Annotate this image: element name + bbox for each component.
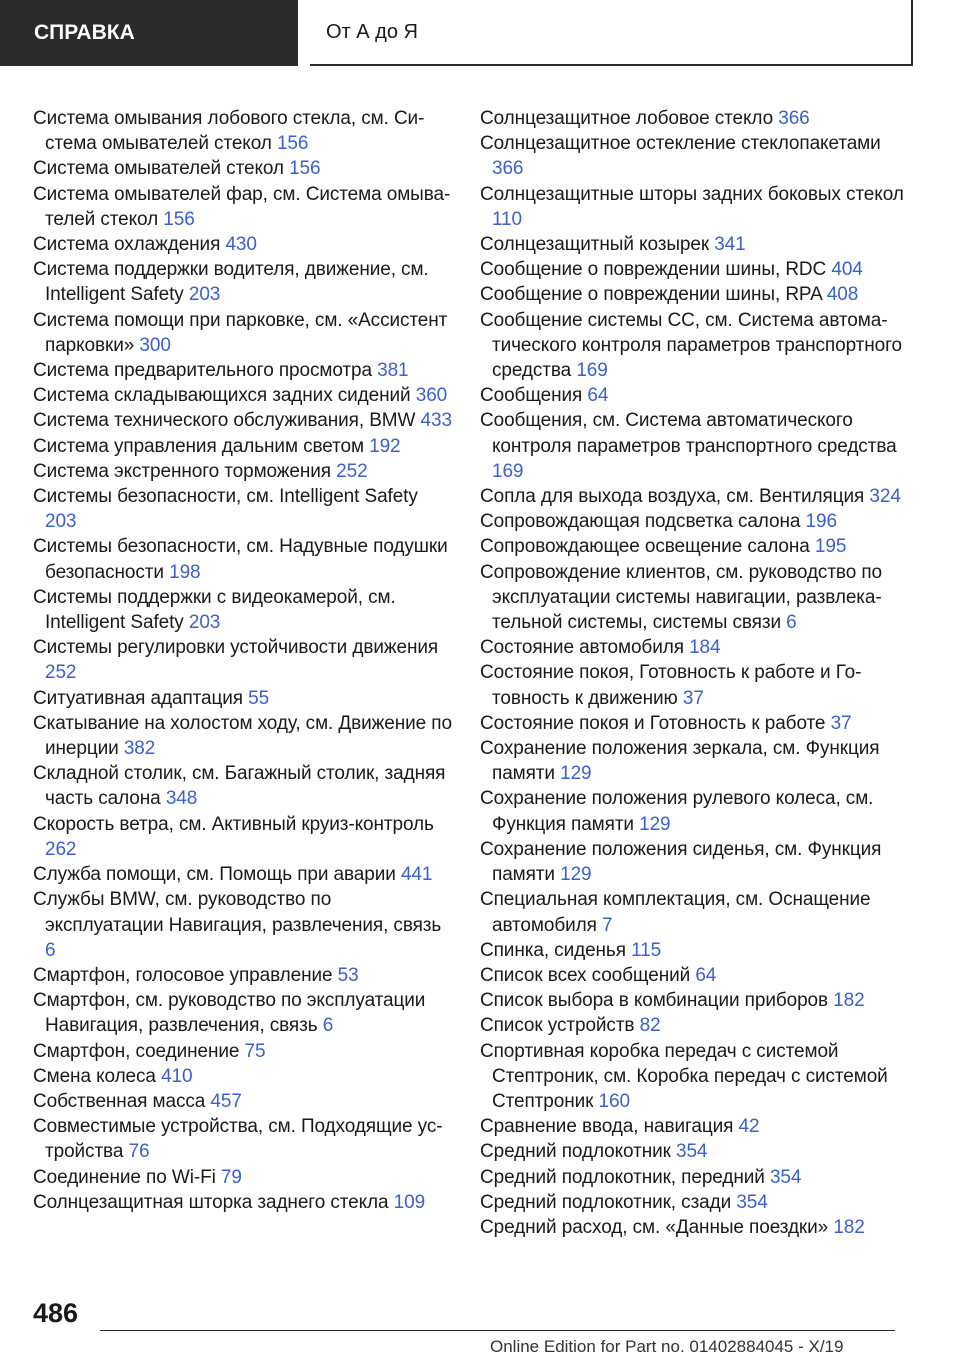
- index-entry: [480, 131, 905, 181]
- index-entry: [480, 711, 905, 736]
- index-entry: [480, 635, 905, 660]
- index-entry: [33, 988, 453, 1038]
- index-entry: [480, 1215, 905, 1240]
- index-page-link[interactable]: 252: [336, 460, 368, 482]
- index-entry: [480, 408, 905, 484]
- index-page-link[interactable]: 64: [695, 964, 717, 986]
- index-entry-term: Сравнение ввода, навигация: [480, 1116, 734, 1138]
- index-entry: [33, 484, 453, 534]
- index-page-link[interactable]: 6: [45, 939, 56, 961]
- index-entry-term: Средний подлокотник: [480, 1141, 671, 1163]
- index-page-link[interactable]: 37: [830, 712, 852, 734]
- index-entry: [33, 182, 453, 232]
- index-page-link[interactable]: 156: [276, 133, 309, 155]
- index-entry-term: Совместимые устройства, см. Подходящие устройства: [33, 1116, 443, 1163]
- index-page-link[interactable]: 129: [560, 763, 592, 785]
- subsection-title: От А до Я: [326, 20, 418, 43]
- index-page-link[interactable]: 441: [400, 864, 433, 886]
- index-entry-term: Система охлаждения: [33, 234, 221, 256]
- index-entry: [480, 963, 905, 988]
- index-entry-term: Система экстренного торможения: [33, 460, 331, 482]
- index-entry: [33, 887, 453, 963]
- index-entry-term: Смартфон, голосовое управление: [33, 964, 333, 986]
- index-entry-term: Специальная комплектация, см. Оснащение автомобиля: [480, 889, 871, 936]
- index-entry: [480, 182, 905, 232]
- index-entry-term: Спинка, сиденья: [480, 939, 626, 961]
- index-page-link[interactable]: 129: [639, 813, 671, 835]
- index-page-link[interactable]: 433: [420, 410, 452, 432]
- index-entry-term: Система омывателей фар, см. Система омывателей стекол: [33, 183, 451, 230]
- index-entry-term: Сопровождающее освещение салона: [480, 536, 810, 558]
- index-entry: [480, 383, 905, 408]
- index-entry-term: Сообщения: [480, 385, 583, 407]
- index-entry: [33, 156, 453, 181]
- subsection-header: [310, 0, 913, 66]
- index-entry-term: Солнцезащитное остекление стеклопакетами: [480, 133, 881, 155]
- index-entry: [480, 1190, 905, 1215]
- index-page-link[interactable]: 354: [676, 1141, 708, 1163]
- index-entry-term: Скатывание на холостом ходу, см. Движение по инерции: [33, 712, 452, 760]
- index-entry: [33, 1064, 453, 1089]
- section-title: СПРАВКА: [34, 21, 135, 44]
- index-entry-term: Система складывающихся задних сидений: [33, 385, 411, 407]
- index-page-link[interactable]: 262: [45, 838, 77, 860]
- index-entry-term: Сопровождающая подсветка салона: [480, 511, 801, 533]
- index-entry: [480, 232, 905, 257]
- index-entry-term: Солнцезащитные шторы задних боковых стекол: [480, 183, 904, 205]
- index-entry-term: Смартфон, см. руководство по эксплуатации Навигация, развлечения, связь: [33, 990, 426, 1037]
- index-entry-term: Сообщение системы CC, см. Система автоматического контроля параметров транспортного средства: [480, 309, 902, 382]
- index-entry-term: Система поддержки водителя, движение, см. Intelligent Safety: [33, 259, 429, 306]
- index-entry-term: Системы безопасности, см. Intelligent Safety: [33, 486, 418, 508]
- index-entry-term: Средний подлокотник, передний: [480, 1166, 765, 1188]
- index-page-link[interactable]: 184: [689, 637, 721, 659]
- index-entry-term: Системы поддержки с видеокамерой, см. Intelligent Safety: [33, 586, 396, 634]
- footer-divider: [100, 1330, 895, 1331]
- index-entry: [480, 484, 905, 509]
- index-page-link[interactable]: 160: [598, 1090, 630, 1112]
- index-page-link[interactable]: 115: [631, 939, 662, 961]
- index-page-link[interactable]: 457: [210, 1090, 242, 1112]
- index-entry: [480, 837, 905, 887]
- index-page-link[interactable]: 382: [123, 738, 156, 760]
- index-page-link[interactable]: 55: [248, 687, 270, 709]
- index-page-link[interactable]: 156: [289, 158, 321, 180]
- index-entry: [480, 106, 905, 131]
- index-entry-term: Ситуативная адаптация: [33, 687, 243, 709]
- index-entry: [480, 257, 905, 282]
- index-entry-term: Солнцезащитное лобовое стекло: [480, 108, 774, 129]
- index-entry-term: Системы безопасности, см. Надувные подушки безопасности: [33, 536, 448, 583]
- index-entry-term: Сопровождение клиентов, см. руководство по эксплуатации системы навигации, развлекательной системы, системы связи: [480, 561, 883, 634]
- index-column-left: [33, 106, 453, 1215]
- index-entry: [480, 1039, 905, 1115]
- index-entry: [33, 534, 453, 584]
- index-page-link[interactable]: 410: [161, 1065, 193, 1087]
- index-page-link[interactable]: 169: [576, 360, 608, 382]
- index-entry-term: Список выбора в комбинации приборов: [480, 990, 829, 1012]
- index-page-link[interactable]: 203: [45, 511, 77, 533]
- index-entry: [480, 736, 905, 786]
- index-entry: [480, 660, 905, 710]
- index-entry: [33, 232, 453, 257]
- index-page-link[interactable]: 354: [769, 1166, 802, 1188]
- index-page-link[interactable]: 203: [188, 612, 221, 634]
- index-entry: [33, 308, 453, 358]
- index-page-link[interactable]: 196: [805, 511, 837, 533]
- index-entry: [480, 560, 905, 636]
- index-entry-term: Соединение по Wi-Fi: [33, 1166, 216, 1188]
- index-entry-term: Состояние автомобиля: [480, 637, 684, 659]
- index-entry: [480, 988, 905, 1013]
- index-entry: [480, 786, 905, 836]
- index-page-link[interactable]: 366: [778, 108, 810, 129]
- index-entry: [33, 862, 453, 887]
- index-entry: [480, 887, 905, 937]
- index-entry: [33, 812, 453, 862]
- index-page-link[interactable]: 348: [165, 788, 198, 810]
- index-entry: [33, 1165, 453, 1190]
- index-entry-term: Скорость ветра, см. Активный круиз-контроль: [33, 813, 434, 835]
- index-page-link[interactable]: 408: [826, 284, 859, 306]
- index-page-link[interactable]: 324: [869, 486, 901, 508]
- index-entry-term: Сохранение положения зеркала, см. Функция памяти: [480, 738, 880, 785]
- index-page-link[interactable]: 64: [587, 385, 609, 407]
- index-entry: [33, 1089, 453, 1114]
- index-entry-term: Служба помощи, см. Помощь при аварии: [33, 864, 396, 886]
- index-entry-term: Система омывателей стекол: [33, 158, 284, 180]
- index-page-link[interactable]: 6: [786, 612, 797, 634]
- index-entry: [33, 963, 453, 988]
- index-page-link[interactable]: 195: [814, 536, 847, 558]
- index-entry-term: Список устройств: [480, 1015, 635, 1037]
- index-page-link[interactable]: 7: [602, 914, 613, 936]
- index-entry-term: Система управления дальним светом: [33, 435, 364, 457]
- index-page-link[interactable]: 182: [833, 1216, 865, 1238]
- index-entry-term: Собственная масса: [33, 1090, 206, 1112]
- index-entry: [33, 358, 453, 383]
- index-entry-term: Солнцезащитный козырек: [480, 234, 710, 256]
- index-entry: [480, 1114, 905, 1139]
- index-column-right: [480, 106, 905, 1240]
- index-entry-term: Складной столик, см. Багажный столик, задняя часть салона: [33, 763, 446, 810]
- index-page-link[interactable]: 354: [736, 1191, 768, 1213]
- index-page-link[interactable]: 129: [560, 864, 592, 886]
- index-entry: [33, 383, 453, 408]
- index-entry: [33, 106, 453, 156]
- index-page-link[interactable]: 360: [415, 385, 448, 407]
- index-page-link[interactable]: 430: [225, 234, 257, 256]
- index-entry-term: Система технического обслуживания, BMW: [33, 410, 416, 432]
- index-page-link[interactable]: 109: [393, 1191, 426, 1213]
- index-entry: [33, 257, 453, 307]
- index-entry: [33, 408, 453, 433]
- index-entry-term: Сообщения, см. Система автоматического контроля параметров транспортного средства: [480, 410, 897, 457]
- index-page-link[interactable]: 110: [492, 208, 522, 230]
- index-entry: [33, 711, 453, 761]
- page-number: 486: [33, 1298, 79, 1328]
- index-entry: [33, 686, 453, 711]
- index-page-link[interactable]: 203: [188, 284, 221, 306]
- index-page-link[interactable]: 366: [492, 158, 524, 180]
- index-entry-term: Сохранение положения сиденья, см. Функция памяти: [480, 838, 882, 886]
- index-entry-term: Сопла для выхода воздуха, см. Вентиляция: [480, 486, 865, 508]
- index-entry: [480, 534, 905, 559]
- index-entry: [33, 1039, 453, 1064]
- index-entry-term: Система предварительного просмотра: [33, 360, 372, 382]
- index-entry-term: Сообщение о повреждении шины, RPA: [480, 284, 822, 306]
- index-page-link[interactable]: 79: [220, 1166, 242, 1188]
- index-page-link[interactable]: 198: [169, 561, 201, 583]
- index-entry-term: Система помощи при парковке, см. «Ассистент парковки»: [33, 309, 448, 356]
- index-page-link[interactable]: 75: [244, 1040, 266, 1062]
- index-entry-term: Сообщение о повреждении шины, RDC: [480, 259, 827, 281]
- index-entry-term: Спортивная коробка передач с системой Стептроник, см. Коробка передач с системой Стептроник: [480, 1040, 888, 1112]
- index-page-link[interactable]: 169: [492, 460, 524, 482]
- index-page-link[interactable]: 404: [831, 259, 863, 281]
- index-entry: [480, 509, 905, 534]
- index-entry: [33, 434, 453, 459]
- index-entry: [33, 459, 453, 484]
- index-page-link[interactable]: 76: [128, 1141, 150, 1163]
- index-page-link[interactable]: 53: [337, 964, 359, 986]
- index-entry: [480, 1165, 905, 1190]
- index-entry-term: Средний расход, см. «Данные поездки»: [480, 1216, 829, 1238]
- index-entry-term: Сохранение положения рулевого колеса, см. Функция памяти: [480, 788, 874, 835]
- index-page-link[interactable]: 192: [369, 435, 401, 457]
- index-entry: [480, 308, 905, 384]
- index-entry-term: Состояние покоя, Готовность к работе и Готовность к движению: [480, 662, 862, 709]
- index-entry-term: Службы BMW, см. руководство по эксплуатации Навигация, развлечения, связь: [33, 889, 442, 936]
- index-entry: [480, 1139, 905, 1164]
- index-entry: [480, 282, 905, 307]
- index-entry-term: Система омывания лобового стекла, см. Система омывателей стекол: [33, 108, 425, 155]
- index-page-link[interactable]: 82: [639, 1015, 661, 1037]
- index-page-link[interactable]: 37: [682, 687, 704, 709]
- index-entry: [480, 1013, 905, 1038]
- index-entry: [33, 1190, 453, 1215]
- index-entry-term: Смена колеса: [33, 1065, 156, 1087]
- section-tab: [0, 0, 298, 66]
- index-entry-term: Смартфон, соединение: [33, 1040, 240, 1062]
- index-page-link[interactable]: 156: [163, 208, 195, 230]
- footer-edition: Online Edition for Part no. 01402884045 - X/19: [490, 1337, 844, 1356]
- index-page-link[interactable]: 42: [738, 1116, 760, 1138]
- index-page-link[interactable]: 381: [377, 360, 409, 382]
- index-entry: [480, 938, 905, 963]
- index-entry: [33, 635, 453, 685]
- index-entry-term: Солнцезащитная шторка заднего стекла: [33, 1191, 389, 1213]
- index-entry: [33, 1114, 453, 1164]
- index-page-link[interactable]: 182: [833, 990, 865, 1012]
- index-entry-term: Системы регулировки устойчивости движения: [33, 637, 439, 659]
- index-entry: [33, 585, 453, 635]
- index-entry-term: Состояние покоя и Готовность к работе: [480, 712, 826, 734]
- index-page-link[interactable]: 300: [139, 334, 171, 356]
- index-page-link[interactable]: 252: [45, 662, 77, 684]
- index-entry-term: Средний подлокотник, сзади: [480, 1191, 732, 1213]
- index-page-link[interactable]: 341: [714, 234, 746, 256]
- index-page-link[interactable]: 6: [322, 1015, 334, 1037]
- index-entry: [33, 761, 453, 811]
- index-entry-term: Список всех сообщений: [480, 964, 691, 986]
